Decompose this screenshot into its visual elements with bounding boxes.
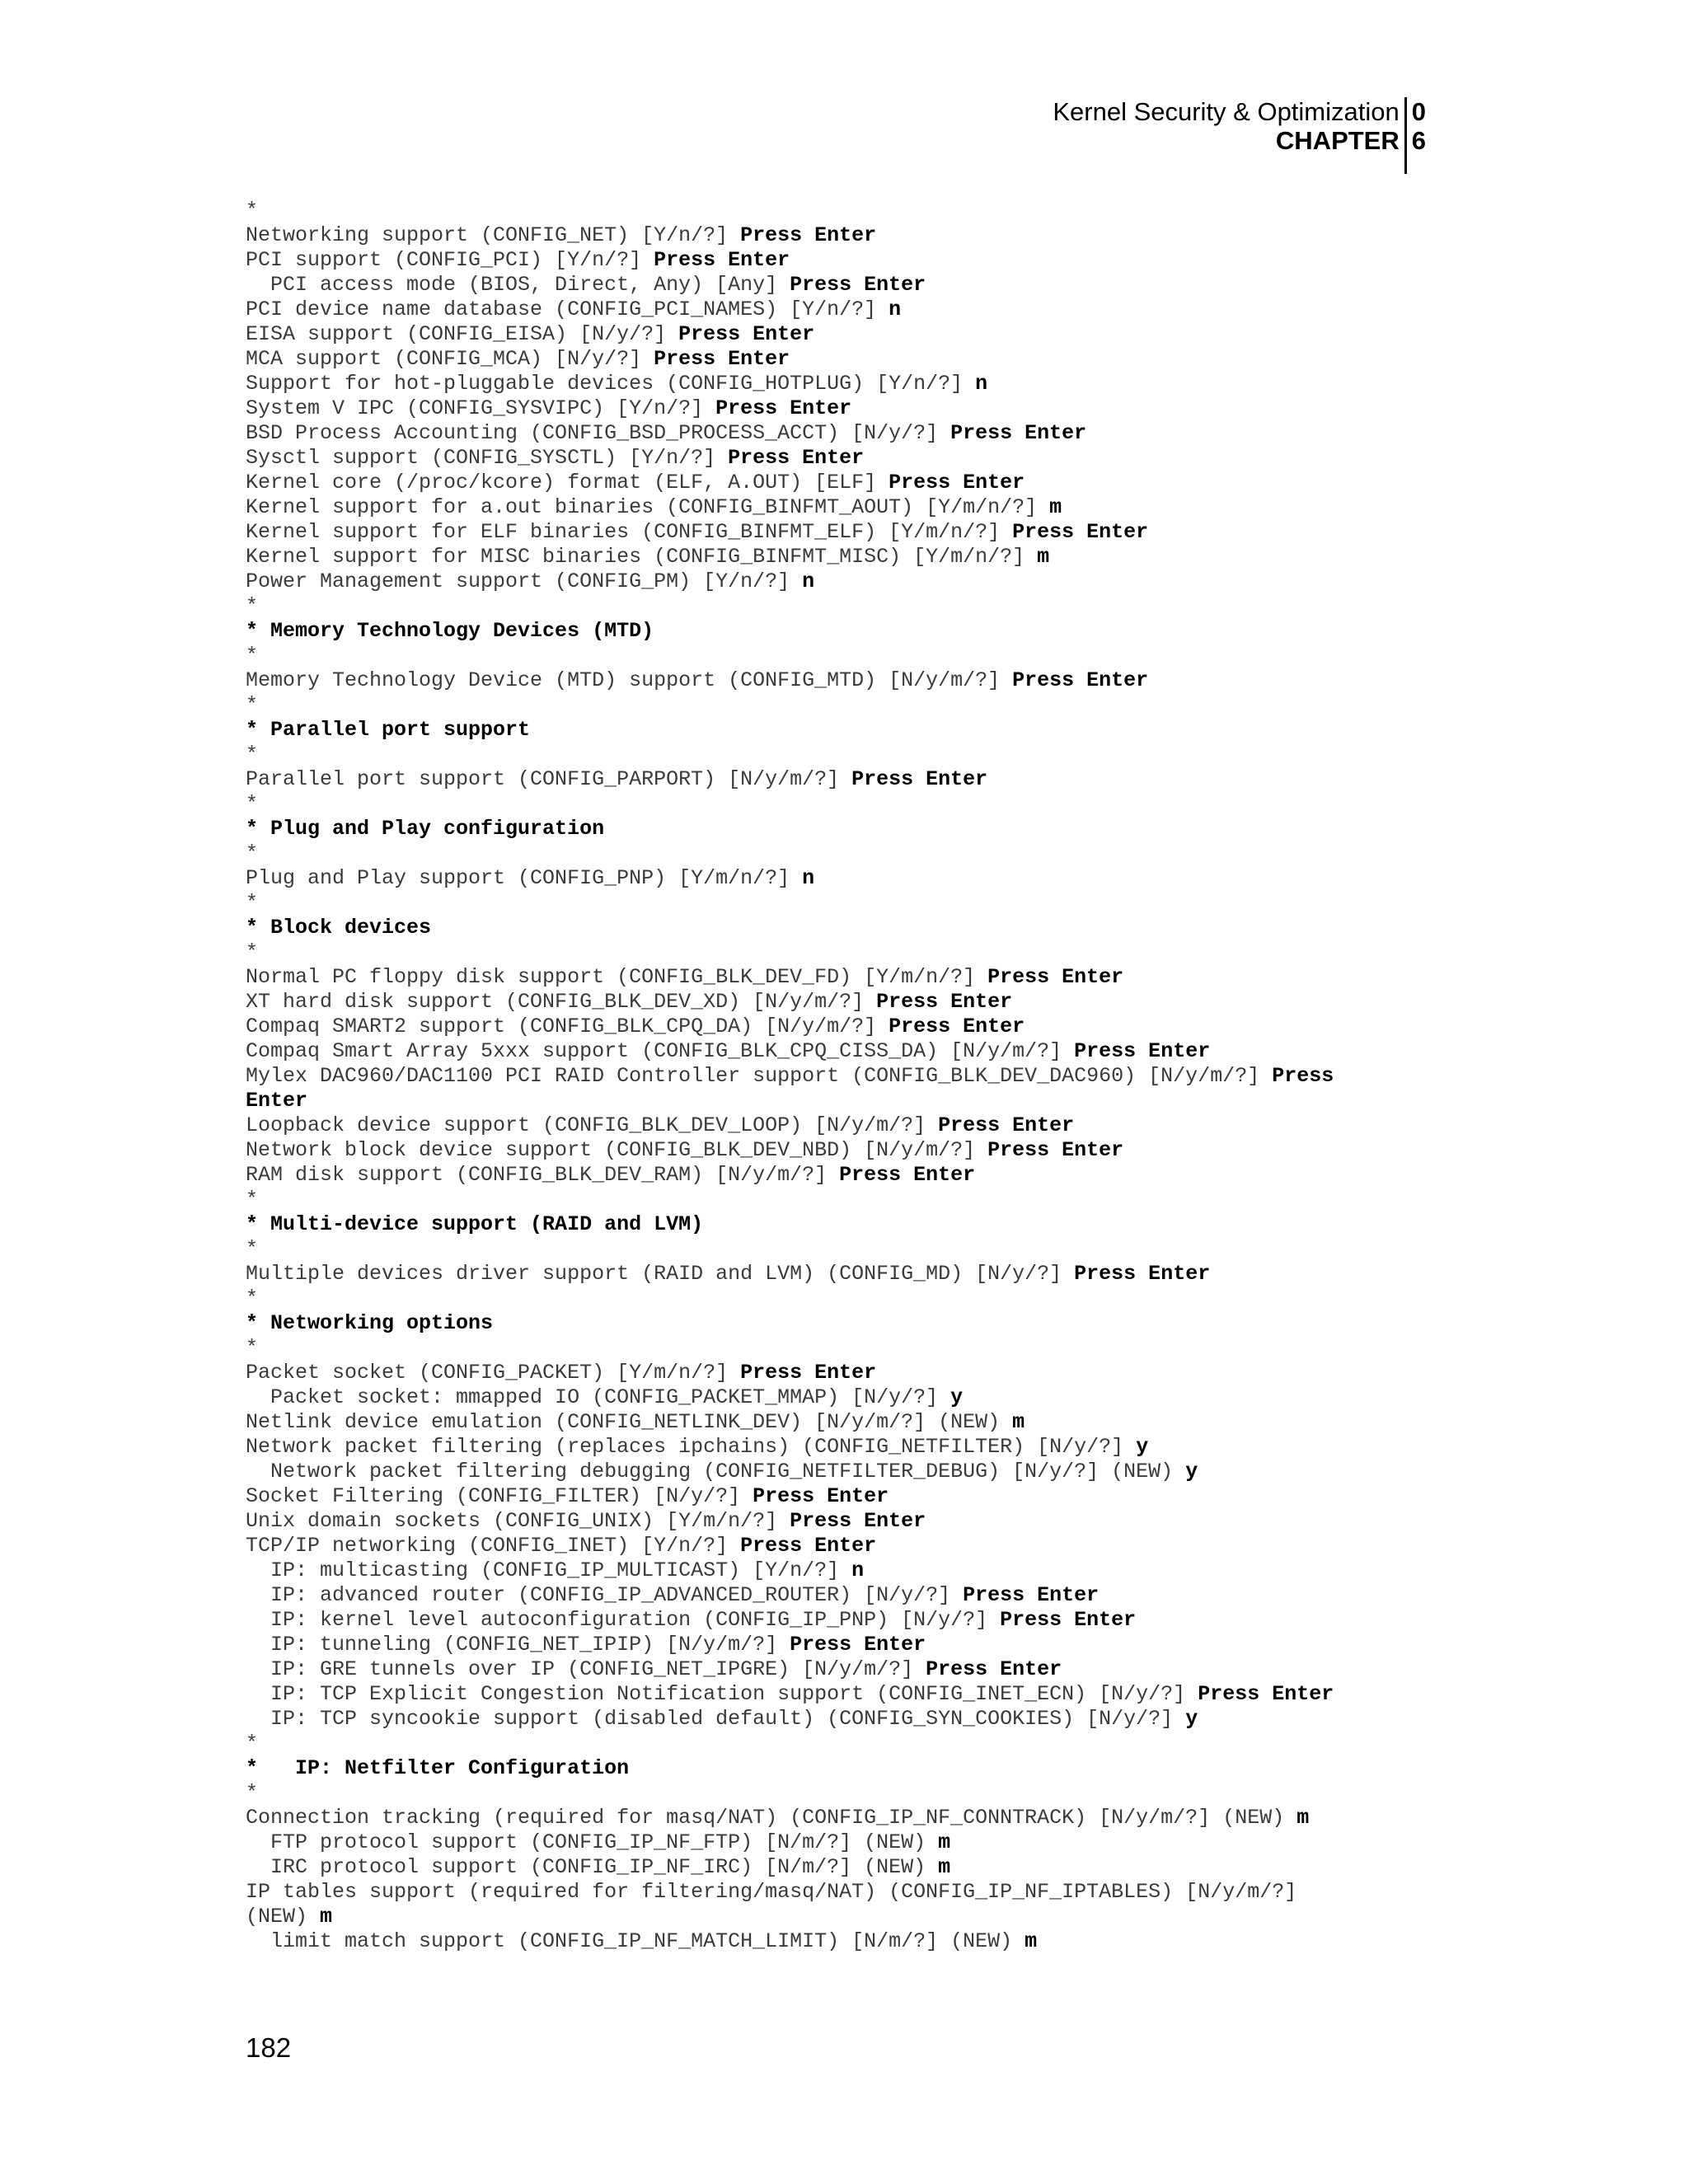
config-prompt: * <box>246 891 259 915</box>
config-answer: m <box>1049 495 1062 519</box>
config-answer: Press Enter <box>926 1657 1062 1681</box>
config-prompt: IP: advanced router (CONFIG_IP_ADVANCED_ROUTER) [N/y/?] <box>246 1583 964 1607</box>
config-answer: Press Enter <box>654 248 790 272</box>
config-answer: n <box>889 298 902 321</box>
config-line <box>246 322 1441 347</box>
config-prompt: Kernel support for a.out binaries (CONFIG_BINFMT_AOUT) [Y/m/n/?] <box>246 495 1050 519</box>
config-line <box>246 792 1441 817</box>
config-prompt: IP tables support (required for filtering/masq/NAT) (CONFIG_IP_NF_IPTABLES) [N/y/m/?] <box>246 1880 1297 1904</box>
config-line <box>246 1237 1441 1262</box>
running-header <box>1053 97 1426 174</box>
config-line <box>246 396 1441 421</box>
config-prompt: * <box>246 1237 259 1261</box>
config-answer: Press Enter <box>938 1113 1075 1137</box>
section-heading-text: * Memory Technology Devices (MTD) <box>246 619 654 643</box>
section-heading-text: * Parallel port support <box>246 718 531 742</box>
config-answer: Press Enter <box>963 1583 1100 1607</box>
config-prompt: * <box>246 1336 259 1360</box>
config-line <box>246 1039 1441 1064</box>
config-line <box>246 1163 1441 1188</box>
config-line <box>246 1682 1441 1707</box>
config-prompt: IRC protocol support (CONFIG_IP_NF_IRC) [N/m/?] (NEW) <box>246 1855 939 1879</box>
config-prompt: * <box>246 1732 259 1755</box>
config-prompt: * <box>246 1188 259 1212</box>
config-line <box>246 520 1441 545</box>
config-answer: y <box>1136 1435 1149 1459</box>
config-prompt: * <box>246 594 259 618</box>
config-prompt: Compaq SMART2 support (CONFIG_BLK_CPQ_DA) [N/y/m/?] <box>246 1015 889 1038</box>
config-prompt: * <box>246 792 259 816</box>
config-line <box>246 1113 1441 1138</box>
config-prompt: PCI device name database (CONFIG_PCI_NAMES) [Y/n/?] <box>246 298 889 321</box>
config-prompt: * <box>246 644 259 668</box>
config-line <box>246 199 1441 223</box>
config-line <box>246 1336 1441 1361</box>
config-line <box>246 298 1441 322</box>
config-prompt: PCI access mode (BIOS, Direct, Any) [Any] <box>246 273 790 297</box>
config-answer: y <box>950 1385 964 1409</box>
config-line <box>246 347 1441 372</box>
config-answer: y <box>1185 1460 1198 1483</box>
config-line <box>246 990 1441 1015</box>
running-header-text <box>1053 97 1404 155</box>
config-line <box>246 1880 1441 1905</box>
config-prompt: * <box>246 841 259 865</box>
config-line <box>246 767 1441 792</box>
section-heading <box>246 619 1441 644</box>
config-prompt: System V IPC (CONFIG_SYSVIPC) [Y/n/?] <box>246 396 716 420</box>
config-answer: m <box>320 1905 333 1929</box>
config-line <box>246 1806 1441 1830</box>
config-prompt: IP: kernel level autoconfiguration (CONFIG_IP_PNP) [N/y/?] <box>246 1608 1001 1632</box>
section-heading-text: * IP: Netfilter Configuration <box>246 1756 630 1780</box>
config-prompt: IP: multicasting (CONFIG_IP_MULTICAST) [Y/n/?] <box>246 1558 852 1582</box>
config-answer: Press Enter <box>950 421 1087 445</box>
chapter-number <box>1407 97 1426 155</box>
chapter-number-top: 0 <box>1411 97 1426 126</box>
config-line <box>246 965 1441 990</box>
config-line <box>246 1286 1441 1311</box>
config-prompt: * <box>246 693 259 717</box>
config-line <box>246 1138 1441 1163</box>
config-prompt: Networking support (CONFIG_NET) [Y/n/?] <box>246 223 741 247</box>
config-answer: Press Enter <box>654 347 790 371</box>
config-line <box>246 1657 1441 1682</box>
section-heading <box>246 817 1441 841</box>
config-answer: m <box>1012 1410 1025 1434</box>
config-line <box>246 421 1441 446</box>
section-heading <box>246 1311 1441 1336</box>
config-prompt: Multiple devices driver support (RAID and LVM) (CONFIG_MD) [N/y/?] <box>246 1262 1075 1286</box>
config-prompt: Mylex DAC960/DAC1100 PCI RAID Controller support (CONFIG_BLK_DEV_DAC960) [N/y/m/?] <box>246 1064 1273 1088</box>
config-line <box>246 1830 1441 1855</box>
config-answer: n <box>802 866 815 890</box>
config-line <box>246 940 1441 965</box>
config-line <box>246 1558 1441 1583</box>
config-prompt: RAM disk support (CONFIG_BLK_DEV_RAM) [N/y/m/?] <box>246 1163 840 1187</box>
config-answer: Press Enter <box>987 1138 1124 1162</box>
config-answer: Press Enter <box>1198 1682 1334 1706</box>
config-answer: Press Enter <box>740 1534 877 1558</box>
config-line <box>246 841 1441 866</box>
kernel-config-listing <box>246 199 1441 1954</box>
config-line <box>246 693 1441 718</box>
config-prompt: Network block device support (CONFIG_BLK_DEV_NBD) [N/y/m/?] <box>246 1138 988 1162</box>
config-prompt: Connection tracking (required for masq/NAT) (CONFIG_IP_NF_CONNTRACK) [N/y/m/?] (NEW) <box>246 1806 1297 1830</box>
config-prompt: (NEW) <box>246 1905 321 1929</box>
config-line <box>246 743 1441 767</box>
config-prompt: FTP protocol support (CONFIG_IP_NF_FTP) [N/m/?] (NEW) <box>246 1830 939 1854</box>
config-line <box>246 1262 1441 1286</box>
config-line <box>246 1435 1441 1460</box>
config-answer: Press Enter <box>740 223 877 247</box>
config-answer: Press Enter <box>876 990 1013 1014</box>
config-prompt: IP: GRE tunnels over IP (CONFIG_NET_IPGRE) [N/y/m/?] <box>246 1657 926 1681</box>
section-heading <box>246 916 1441 940</box>
config-answer: Press Enter <box>1074 1039 1211 1063</box>
config-answer: Press Enter <box>987 965 1124 989</box>
config-line <box>246 866 1441 891</box>
config-answer: m <box>938 1855 951 1879</box>
config-answer: m <box>1037 545 1050 569</box>
config-prompt: Kernel support for MISC binaries (CONFIG_BINFMT_MISC) [Y/m/n/?] <box>246 545 1038 569</box>
section-heading <box>246 1212 1441 1237</box>
config-prompt: Power Management support (CONFIG_PM) [Y/n/?] <box>246 569 803 593</box>
config-line <box>246 1732 1441 1756</box>
config-line <box>246 372 1441 396</box>
config-answer: m <box>938 1830 951 1854</box>
config-prompt: Sysctl support (CONFIG_SYSCTL) [Y/n/?] <box>246 446 729 470</box>
config-answer: m <box>1025 1929 1038 1953</box>
config-answer: y <box>1185 1707 1198 1731</box>
config-answer: Press Enter <box>678 322 815 346</box>
config-prompt: EISA support (CONFIG_EISA) [N/y/?] <box>246 322 679 346</box>
section-heading-text: * Plug and Play configuration <box>246 817 605 841</box>
config-prompt: IP: TCP syncookie support (disabled default) (CONFIG_SYN_COOKIES) [N/y/?] <box>246 1707 1186 1731</box>
config-prompt: MCA support (CONFIG_MCA) [N/y/?] <box>246 347 654 371</box>
config-answer: Enter <box>246 1089 308 1113</box>
config-prompt: * <box>246 940 259 964</box>
config-prompt: * <box>246 1781 259 1805</box>
config-answer: Press Enter <box>790 273 926 297</box>
config-line <box>246 471 1441 495</box>
config-line <box>246 1583 1441 1608</box>
config-answer: Press Enter <box>1074 1262 1211 1286</box>
config-answer: Press Enter <box>728 446 865 470</box>
config-prompt: Memory Technology Device (MTD) support (CONFIG_MTD) [N/y/m/?] <box>246 668 1013 692</box>
config-prompt: Support for hot-pluggable devices (CONFIG_HOTPLUG) [Y/n/?] <box>246 372 976 396</box>
config-line <box>246 248 1441 273</box>
config-answer: Press Enter <box>1000 1608 1137 1632</box>
config-line <box>246 1089 1441 1113</box>
config-prompt: Netlink device emulation (CONFIG_NETLINK_DEV) [N/y/m/?] (NEW) <box>246 1410 1013 1434</box>
config-line <box>246 1188 1441 1212</box>
config-prompt: Packet socket: mmapped IO (CONFIG_PACKET_MMAP) [N/y/?] <box>246 1385 951 1409</box>
config-line <box>246 594 1441 619</box>
config-prompt: TCP/IP networking (CONFIG_INET) [Y/n/?] <box>246 1534 741 1558</box>
config-prompt: Unix domain sockets (CONFIG_UNIX) [Y/m/n/?] <box>246 1509 790 1533</box>
config-line <box>246 1929 1441 1954</box>
config-prompt: Compaq Smart Array 5xxx support (CONFIG_BLK_CPQ_CISS_DA) [N/y/m/?] <box>246 1039 1075 1063</box>
config-prompt: limit match support (CONFIG_IP_NF_MATCH_LIMIT) [N/m/?] (NEW) <box>246 1929 1025 1953</box>
config-answer: n <box>851 1558 865 1582</box>
config-prompt: Network packet filtering debugging (CONFIG_NETFILTER_DEBUG) [N/y/?] (NEW) <box>246 1460 1186 1483</box>
config-answer: Press Enter <box>753 1484 889 1508</box>
config-prompt: IP: tunneling (CONFIG_NET_IPIP) [N/y/m/?] <box>246 1633 790 1657</box>
config-prompt: IP: TCP Explicit Congestion Notification support (CONFIG_INET_ECN) [N/y/?] <box>246 1682 1198 1706</box>
config-prompt: Normal PC floppy disk support (CONFIG_BLK_DEV_FD) [Y/m/n/?] <box>246 965 988 989</box>
config-answer: Press Enter <box>1012 668 1149 692</box>
config-line <box>246 1781 1441 1806</box>
section-heading <box>246 1756 1441 1781</box>
config-line <box>246 1707 1441 1732</box>
config-answer: n <box>975 372 988 396</box>
config-prompt: Socket Filtering (CONFIG_FILTER) [N/y/?] <box>246 1484 753 1508</box>
config-answer: Press Enter <box>889 471 1025 494</box>
config-answer: Press Enter <box>790 1509 926 1533</box>
section-heading-text: * Multi-device support (RAID and LVM) <box>246 1212 704 1236</box>
config-prompt: * <box>246 199 259 223</box>
config-line <box>246 1064 1441 1089</box>
config-line <box>246 569 1441 594</box>
config-answer: Press Enter <box>851 767 988 791</box>
config-answer: Press Enter <box>889 1015 1025 1038</box>
config-line <box>246 495 1441 520</box>
config-line <box>246 273 1441 298</box>
config-line <box>246 1460 1441 1484</box>
config-prompt: * <box>246 1286 259 1310</box>
config-line <box>246 545 1441 569</box>
config-line <box>246 1361 1441 1385</box>
config-line <box>246 1608 1441 1633</box>
config-line <box>246 1484 1441 1509</box>
config-answer: m <box>1296 1806 1310 1830</box>
config-line <box>246 644 1441 668</box>
page-number: 182 <box>246 2032 292 2063</box>
config-answer: Press Enter <box>790 1633 926 1657</box>
config-prompt: Kernel support for ELF binaries (CONFIG_BINFMT_ELF) [Y/m/n/?] <box>246 520 1013 544</box>
config-line <box>246 1509 1441 1534</box>
config-answer: Press Enter <box>839 1163 976 1187</box>
section-heading-text: * Networking options <box>246 1311 494 1335</box>
chapter-number-bottom: 6 <box>1411 126 1426 155</box>
config-prompt: XT hard disk support (CONFIG_BLK_DEV_XD) [N/y/m/?] <box>246 990 877 1014</box>
config-answer: Press <box>1272 1064 1334 1088</box>
config-line <box>246 1633 1441 1657</box>
section-heading <box>246 718 1441 743</box>
config-line <box>246 1905 1441 1929</box>
config-line <box>246 1410 1441 1435</box>
config-prompt: Packet socket (CONFIG_PACKET) [Y/m/n/?] <box>246 1361 741 1385</box>
config-answer: n <box>802 569 815 593</box>
config-line <box>246 1385 1441 1410</box>
config-answer: Press Enter <box>740 1361 877 1385</box>
config-prompt: Plug and Play support (CONFIG_PNP) [Y/m/n/?] <box>246 866 803 890</box>
section-heading-text: * Block devices <box>246 916 432 940</box>
config-prompt: Kernel core (/proc/kcore) format (ELF, A.OUT) [ELF] <box>246 471 889 494</box>
config-line <box>246 446 1441 471</box>
config-prompt: * <box>246 743 259 766</box>
config-line <box>246 1855 1441 1880</box>
config-line <box>246 223 1441 248</box>
config-line <box>246 1534 1441 1558</box>
config-prompt: BSD Process Accounting (CONFIG_BSD_PROCESS_ACCT) [N/y/?] <box>246 421 951 445</box>
header-chapter-label: CHAPTER <box>1275 126 1400 155</box>
config-prompt: Parallel port support (CONFIG_PARPORT) [N/y/m/?] <box>246 767 852 791</box>
config-answer: Press Enter <box>715 396 852 420</box>
config-prompt: PCI support (CONFIG_PCI) [Y/n/?] <box>246 248 654 272</box>
config-prompt: Network packet filtering (replaces ipchains) (CONFIG_NETFILTER) [N/y/?] <box>246 1435 1137 1459</box>
config-answer: Press Enter <box>1012 520 1149 544</box>
config-prompt: Loopback device support (CONFIG_BLK_DEV_LOOP) [N/y/m/?] <box>246 1113 939 1137</box>
header-title: Kernel Security & Optimization <box>1053 97 1400 126</box>
config-line <box>246 891 1441 916</box>
config-line <box>246 668 1441 693</box>
config-line <box>246 1015 1441 1039</box>
